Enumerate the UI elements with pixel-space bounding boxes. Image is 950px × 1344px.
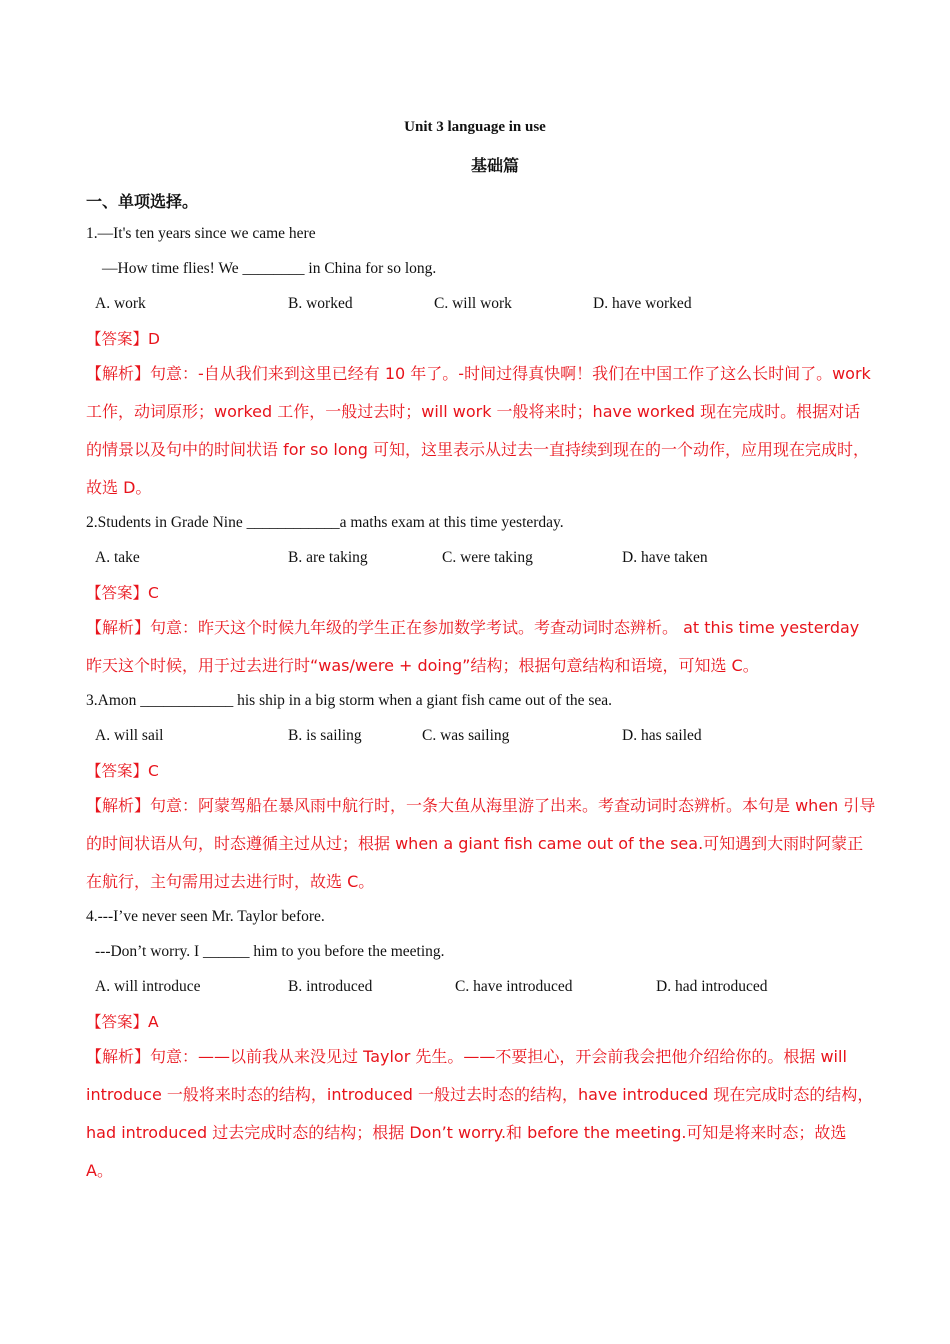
question-3-answer: 【答案】C: [86, 762, 159, 780]
question-2-answer: 【答案】C: [86, 584, 159, 602]
option-c: C. were taking: [442, 549, 533, 566]
option-b: B. introduced: [288, 978, 373, 995]
question-1-stem: 1.—It's ten years since we came here: [86, 225, 316, 242]
option-d: D. has sailed: [622, 727, 702, 744]
question-3-explanation: 【解析】句意：阿蒙驾船在暴风雨中航行时，一条大鱼从海里游了出来。考查动词时态辨析。本句是 when 引导的时间状语从句，时态遵循主过从过；根据 when a giant fish came out of the sea.可知遇到大雨时阿蒙正在航行，主句需用过去进行时，故选 C。: [86, 796, 876, 891]
question-1-explanation: 【解析】句意：-自从我们来到这里已经有 10 年了。-时间过得真快啊！我们在中国工作了这么长时间了。work 工作，动词原形；worked 工作，一般过去时；will work 一般将来时；have worked 现在完成时。根据对话的情景以及句中的时间状语 for so long 可知，这里表示从过去一直持续到现在的一个动作，应用现在完成时，故选 D。: [86, 364, 871, 497]
option-a: A. take: [95, 549, 140, 566]
option-d: D. have worked: [593, 295, 692, 312]
option-a: A. will sail: [95, 727, 164, 744]
option-c: C. was sailing: [422, 727, 510, 744]
question-3-stem: 3.Amon ____________ his ship in a big storm when a giant fish came out of the sea.: [86, 692, 613, 709]
option-a: A. work: [95, 295, 146, 312]
section-heading: 一、单项选择。: [86, 192, 199, 211]
question-1-options: [95, 294, 895, 314]
option-c: C. will work: [434, 295, 512, 312]
option-a: A. will introduce: [95, 978, 201, 995]
question-2-stem: 2.Students in Grade Nine ____________a maths exam at this time yesterday.: [86, 514, 564, 531]
document-title: Unit 3 language in use: [404, 119, 546, 135]
question-4-stem: 4.---I’ve never seen Mr. Taylor before.: [86, 908, 325, 925]
option-b: B. worked: [288, 295, 353, 312]
option-d: D. had introduced: [656, 978, 768, 995]
question-4-reply: ---Don’t worry. I ______ him to you before the meeting.: [95, 943, 445, 960]
question-3-options: [95, 726, 895, 746]
question-4-explanation: 【解析】句意：——以前我从来没见过 Taylor 先生。——不要担心，开会前我会把他介绍给你的。根据 will introduce 一般将来时态的结构，introduced 一般过去时态的结构，have introduced 现在完成时态的结构，had introduced 过去完成时态的结构；根据 Don’t worry.和 before the meeting.可知是将来时态；故选 A。: [86, 1047, 874, 1180]
question-2-options: [95, 548, 895, 568]
option-b: B. are taking: [288, 549, 368, 566]
question-4-options: [95, 977, 895, 997]
question-4-answer: 【答案】A: [86, 1013, 159, 1031]
document-subtitle: 基础篇: [470, 156, 519, 175]
option-b: B. is sailing: [288, 727, 362, 744]
option-d: D. have taken: [622, 549, 708, 566]
question-1-answer: 【答案】D: [86, 330, 160, 348]
question-1-reply: —How time flies! We ________ in China for so long.: [102, 260, 437, 277]
question-2-explanation: 【解析】句意：昨天这个时候九年级的学生正在参加数学考试。考查动词时态辨析。 at this time yesterday 昨天这个时候，用于过去进行时“was/were + doing”结构；根据句意结构和语境，可知选 C。: [86, 618, 860, 675]
option-c: C. have introduced: [455, 978, 573, 995]
